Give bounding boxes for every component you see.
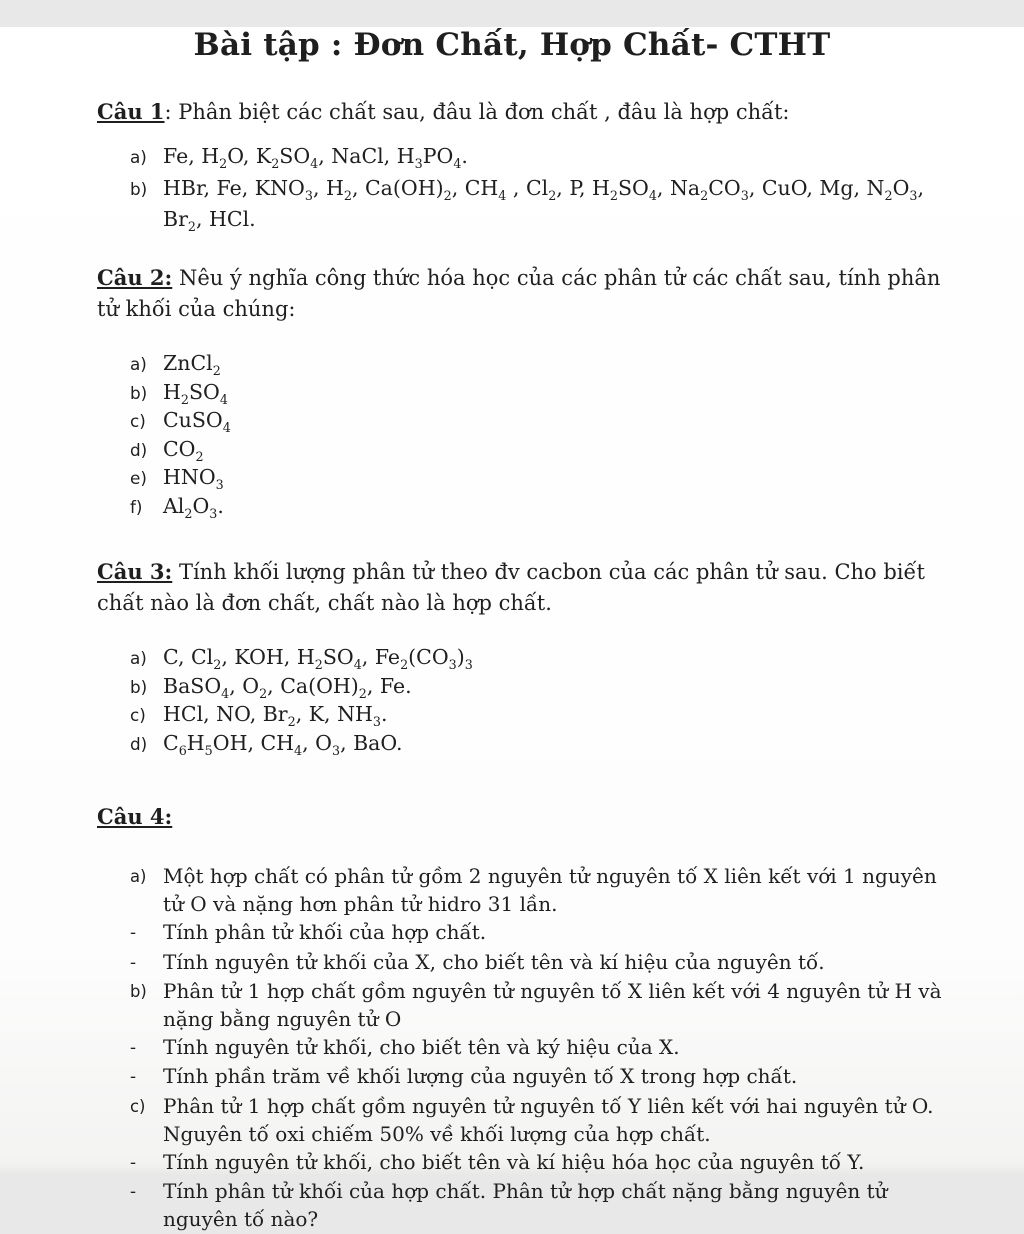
chemical-formula-line: Fe, $H_2O$, $K_2SO_4$, NaCl, $H_3PO_4$.: [163, 144, 468, 172]
list-item: [130, 644, 954, 673]
list-item: [130, 862, 954, 918]
question-2-text: Nêu ý nghĩa công thức hóa học của các phân tử các chất sau, tính phân tử khối của chúng:: [97, 266, 941, 321]
question-line: Một hợp chất có phân tử gồm 2 nguyên tử nguyên tố X liên kết với 1 nguyên tử O và nặng hơn phân tử hidro 31 lần.: [163, 864, 937, 917]
list-marker: f): [130, 496, 143, 517]
list-marker: -: [130, 1037, 137, 1059]
list-marker: a): [130, 147, 147, 167]
question-line: Tính nguyên tử khối của X, cho biết tên và kí hiệu của nguyên tố.: [163, 949, 825, 974]
list-item: [130, 918, 954, 947]
list-item: [130, 1148, 954, 1177]
chemical-formula-line: $CO_2$: [163, 436, 204, 464]
question-2-label: Câu 2:: [97, 265, 173, 290]
list-item: [130, 1033, 954, 1062]
chemical-formula-line: $HNO_3$: [163, 465, 224, 493]
chemical-formula-line: HCl, NO, $Br_2$, K, $NH_3$.: [163, 702, 388, 730]
chemical-formula-line: $C_6H_5OH$, $CH_4$, $O_3$, BaO.: [163, 730, 403, 758]
chemical-formula-line: ZnCl$_2$: [163, 351, 221, 379]
list-marker: b): [130, 676, 148, 697]
list-item: [130, 464, 954, 493]
question-3-text: Tính khối lượng phân tử theo đv cacbon của các phân tử sau. Cho biết chất nào là đơn chất, chất nào là hợp chất.: [97, 560, 925, 615]
list-marker: -: [130, 1181, 137, 1203]
chemical-formula-line: C, $Cl_2$, KOH, $H_2SO_4$, $Fe_2(CO_3)_3$: [163, 645, 473, 673]
question-3-list: [0, 644, 1024, 758]
list-item: [130, 1177, 954, 1233]
list-marker: a): [130, 648, 147, 668]
chemical-formula-line: $Al_2O_3$.: [163, 493, 224, 521]
chemical-formula-line: $H_2SO_4$: [163, 379, 228, 407]
list-marker: d): [130, 439, 148, 460]
chemical-formula-line: CuSO$_4$: [163, 408, 231, 436]
list-item: [130, 673, 954, 702]
list-marker: c): [130, 411, 146, 431]
question-line: Tính nguyên tử khối, cho biết tên và ký hiệu của X.: [163, 1035, 680, 1060]
list-item: [130, 977, 954, 1033]
question-line: Tính phân tử khối của hợp chất.: [163, 920, 487, 945]
list-marker: b): [130, 179, 148, 199]
question-line: Tính phân tử khối của hợp chất. Phân tử hợp chất nặng bằng nguyên tử nguyên tố nào?: [163, 1179, 888, 1232]
question-3-label: Câu 3:: [97, 559, 173, 584]
list-item: [130, 1092, 954, 1148]
question-line: Tính nguyên tử khối, cho biết tên và kí hiệu hóa học của nguyên tố Y.: [163, 1150, 865, 1175]
list-item: [130, 701, 954, 730]
list-marker: -: [130, 951, 137, 973]
chemical-formula-line: HBr, Fe, $KNO_3$, $H_2$, $Ca(OH)_2$, $CH_4$ , $Cl_2$, P, $H_2SO_4$, $Na_2CO_3$, CuO, Mg, $N_2O_3$, $Br_2$, HCl.: [163, 176, 924, 235]
list-item: [130, 948, 954, 977]
question-4-heading: [0, 801, 1024, 833]
list-marker: b): [130, 382, 148, 403]
question-1-heading: [0, 96, 1024, 128]
list-item: [130, 350, 954, 379]
list-item: [130, 173, 954, 235]
list-marker: c): [130, 1096, 146, 1116]
list-item: [130, 1062, 954, 1091]
question-1-list: [0, 141, 1024, 235]
list-item: [130, 379, 954, 408]
list-marker: a): [130, 867, 147, 886]
list-item: [130, 493, 954, 522]
question-4-label: Câu 4:: [97, 804, 173, 829]
list-marker: b): [130, 981, 147, 1001]
list-item: [130, 436, 954, 465]
list-marker: -: [130, 1066, 137, 1088]
document-page: [0, 27, 1024, 1232]
list-marker: -: [130, 922, 137, 944]
question-line: Phân tử 1 hợp chất gồm nguyên tử nguyên tố X liên kết với 4 nguyên tử H và nặng bằng nguyên tử O: [163, 978, 942, 1032]
list-item: [130, 407, 954, 436]
question-3-heading: [0, 556, 1024, 619]
list-item: [130, 730, 954, 759]
document-title: Bài tập : Đơn Chất, Hợp Chất- CTHT: [193, 27, 831, 63]
question-1-label: Câu 1: [97, 99, 165, 124]
chemical-formula-line: BaSO$_4$, $O_2$, $Ca(OH)_2$, Fe.: [163, 673, 412, 701]
list-marker: e): [130, 468, 147, 488]
list-marker: -: [130, 1152, 137, 1174]
question-2-heading: [0, 262, 1024, 325]
list-marker: d): [130, 733, 148, 754]
question-2-list: [0, 350, 1024, 521]
list-marker: a): [130, 354, 147, 374]
question-line: Phân tử 1 hợp chất gồm nguyên tử nguyên tố Y liên kết với hai nguyên tử O. Nguyên tố oxi chiếm 50% về khối lượng của hợp chất.: [163, 1093, 934, 1146]
question-1-text: : Phân biệt các chất sau, đâu là đơn chất , đâu là hợp chất:: [164, 100, 790, 124]
list-marker: c): [130, 705, 146, 725]
question-line: Tính phần trăm về khối lượng của nguyên tố X trong hợp chất.: [163, 1064, 798, 1089]
question-4-list: [0, 862, 1024, 1234]
list-item: [130, 141, 954, 173]
